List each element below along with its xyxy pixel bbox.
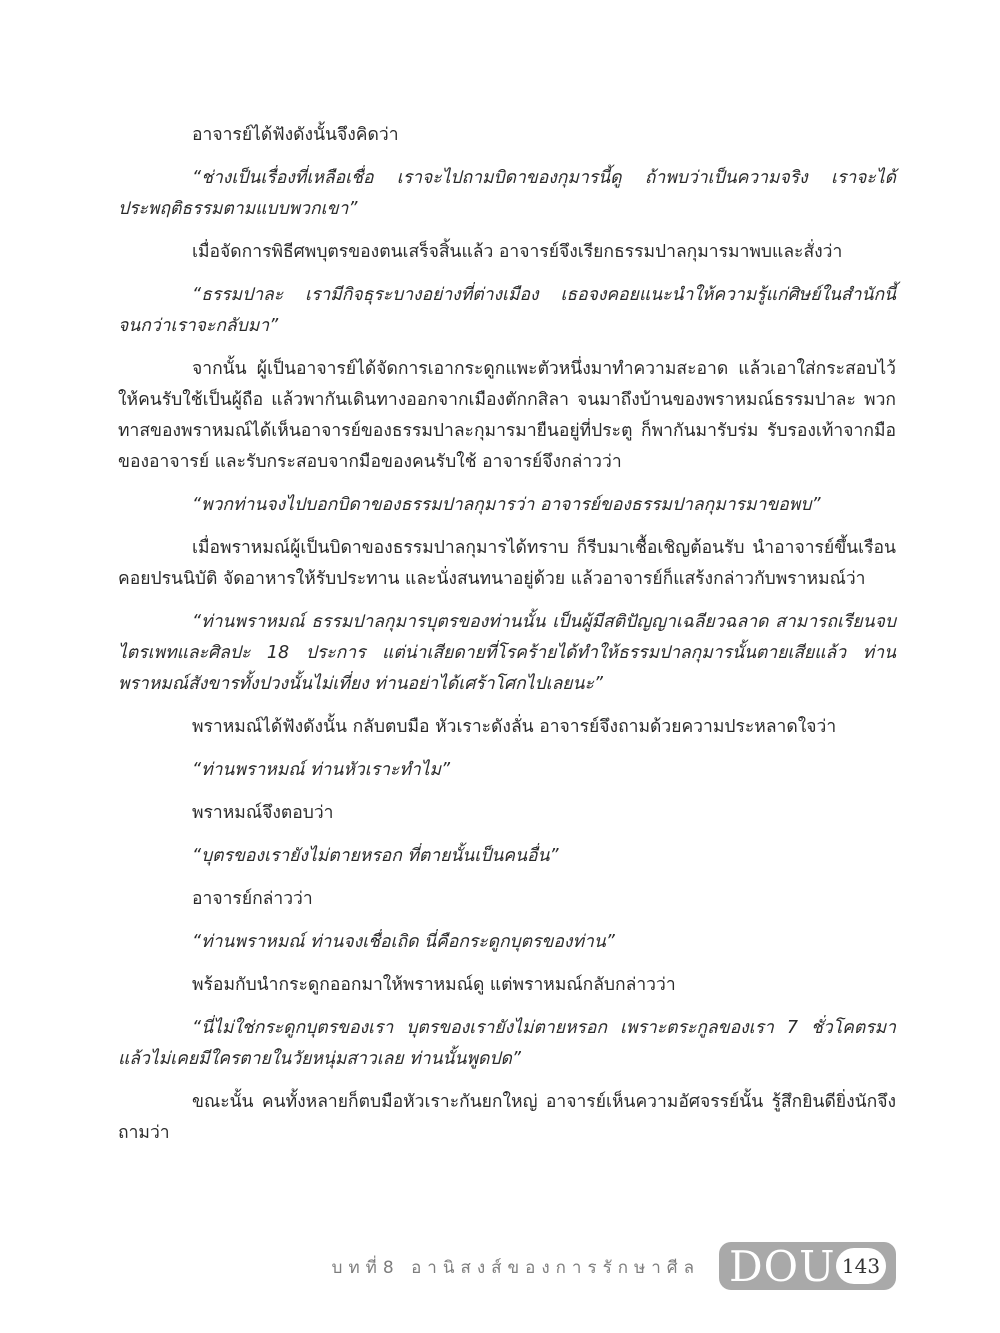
dou-logo: DOU — [729, 1242, 836, 1291]
paragraph-5: พราหมณ์ได้ฟังดังนั้น กลับตบมือ หัวเราะดังลั่น อาจารย์จึงถามด้วยความประหลาดใจว่า — [192, 717, 837, 737]
dou-page-badge — [719, 1242, 896, 1290]
quote-8: “นี่ไม่ใช่กระดูกบุตรของเรา บุตรของเรายังไม่ตายหรอก เพราะตระกูลของเรา 7 ชั่วโคตรมาแล้วไม่เคยมีใครตายในวัยหนุ่มสาวเลย ท่านนั้นพูดปด” — [118, 1018, 896, 1069]
paragraph-6: พราหมณ์จึงตอบว่า — [192, 803, 334, 823]
quote-1: “ช่างเป็นเรื่องที่เหลือเชื่อ เราจะไปถามบิดาของกุมารนี้ดู ถ้าพบว่าเป็นความจริง เราจะได้ประพฤติธรรมตามแบบพวกเขา” — [118, 168, 896, 219]
chapter-title: บทที่8 อานิสงส์ของการรักษาศีล — [331, 1258, 700, 1278]
paragraph-9: ขณะนั้น คนทั้งหลายก็ตบมือหัวเราะกันยกใหญ่ อาจารย์เห็นความอัศจรรย์นั้น รู้สึกยินดียิ่งนักจึงถามว่า — [118, 1092, 896, 1143]
paragraph-7: อาจารย์กล่าวว่า — [192, 889, 313, 909]
paragraph-1: อาจารย์ได้ฟังดังนั้นจึงคิดว่า — [192, 125, 399, 145]
quote-4: “ท่านพราหมณ์ ธรรมปาลกุมารบุตรของท่านนั้น เป็นผู้มีสติปัญญาเฉลียวฉลาด สามารถเรียนจบไตรเพทและศิลปะ 18 ประการ แต่น่าเสียดายที่โรคร้ายได้ทำให้ธรรมปาลกุมารนั้นตายเสียแล้ว ท่านพราหมณ์สังขารทั้งปวงนั้นไม่เที่ยง ท่านอย่าได้เศร้าโศกไปเลยนะ” — [118, 612, 896, 694]
page-number: 143 — [836, 1248, 886, 1284]
page-body — [118, 120, 896, 1161]
paragraph-3: จากนั้น ผู้เป็นอาจารย์ได้จัดการเอากระดูกแพะตัวหนึ่งมาทำความสะอาด แล้วเอาใส่กระสอบไว้ให้คนรับใช้เป็นผู้ถือ แล้วพากันเดินทางออกจากเมืองตักกสิลา จนมาถึงบ้านของพราหมณ์ธรรมปาละ พวกทาสของพราหมณ์ได้เห็นอาจารย์ของธรรมปาละกุมารมายืนอยู่ที่ประตู ก็พากันมารับร่ม รับรองเท้าจากมือของอาจารย์ และรับกระสอบจากมือของคนรับใช้ อาจารย์จึงกล่าวว่า — [118, 359, 896, 472]
paragraph-4: เมื่อพราหมณ์ผู้เป็นบิดาของธรรมปาลกุมารได้ทราบ ก็รีบมาเชื้อเชิญต้อนรับ นำอาจารย์ขึ้นเรือนคอยปรนนิบัติ จัดอาหารให้รับประทาน และนั่งสนทนาอยู่ด้วย แล้วอาจารย์ก็แสร้งกล่าวกับพราหมณ์ว่า — [118, 538, 896, 589]
quote-3: “พวกท่านจงไปบอกบิดาของธรรมปาลกุมารว่า อาจารย์ของธรรมปาลกุมารมาขอพบ” — [192, 495, 821, 515]
quote-7: “ท่านพราหมณ์ ท่านจงเชื่อเถิด นี่คือกระดูกบุตรของท่าน” — [192, 932, 615, 952]
quote-2: “ธรรมปาละ เรามีกิจธุระบางอย่างที่ต่างเมือง เธอจงคอยแนะนำให้ความรู้แก่ศิษย์ในสำนักนี้จนกว่าเราจะกลับมา” — [118, 285, 896, 336]
paragraph-8: พร้อมกับนำกระดูกออกมาให้พราหมณ์ดู แต่พราหมณ์กลับกล่าวว่า — [192, 975, 676, 995]
quote-6: “บุตรของเรายังไม่ตายหรอก ที่ตายนั้นเป็นคนอื่น” — [192, 846, 559, 866]
page-footer — [0, 1240, 1000, 1300]
quote-5: “ท่านพราหมณ์ ท่านหัวเราะทำไม” — [192, 760, 451, 780]
paragraph-2: เมื่อจัดการพิธีศพบุตรของตนเสร็จสิ้นแล้ว อาจารย์จึงเรียกธรรมปาลกุมารมาพบและสั่งว่า — [192, 242, 843, 262]
